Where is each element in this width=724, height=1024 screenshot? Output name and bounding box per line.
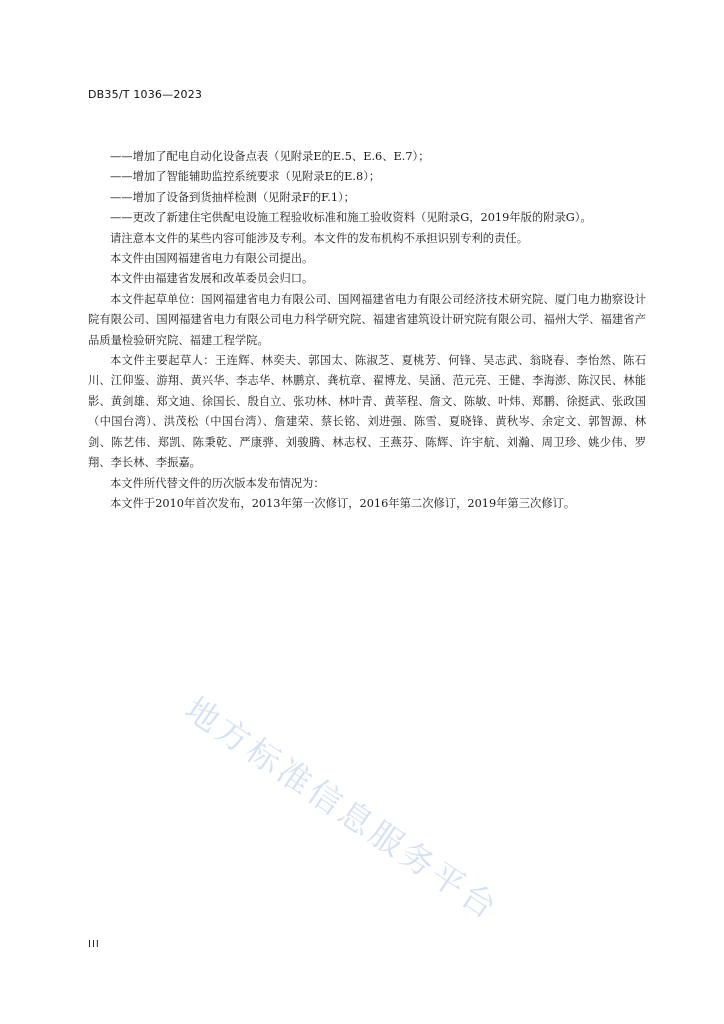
patent-notice: 请注意本文件的某些内容可能涉及专利。本文件的发布机构不承担识别专利的责任。: [110, 231, 528, 245]
document-body: [88, 147, 646, 514]
change-item-sampling-inspection: ——增加了设备到货抽样检测（见附录F的F.1）；: [110, 190, 355, 204]
document-code: DB35/T 1036—2023: [88, 88, 203, 101]
proposer-statement: 本文件由国网福建省电力有限公司提出。: [110, 252, 314, 266]
version-history: 本文件于2010年首次发布，2013年第一次修订，2016年第二次修订，2019年第三次修订。: [110, 496, 576, 510]
change-item-acceptance-standard: ——更改了新建住宅供配电设施工程验收标准和施工验收资料（见附录G，2019年版的附录G）。: [110, 211, 592, 225]
drafting-units: 本文件起草单位：国网福建省电力有限公司、国网福建省电力有限公司经济技术研究院、厦门电力勘察设计院有限公司、国网福建省电力有限公司电力科学研究院、福建省建筑设计研究院有限公司、福州大学、福建省产品质量检验研究院、福建工程学院。: [88, 292, 646, 347]
main-drafters: 本文件主要起草人：王连辉、林奕夫、郭国太、陈淑芝、夏桃芳、何锋、吴志武、翁晓春、李怡然、陈石川、江仰鉴、游翔、黄兴华、李志华、林鹏京、龚杭章、翟博龙、吴涵、范元亮、王健、李海澎、陈汉民、林能影、黄剑雄、郑文迪、徐国长、殷自立、张功林、林叶青、黄莘程、詹文、陈敏、叶炜、郑鹏、徐挺武、张政国（中国台湾）、洪茂松（中国台湾）、詹建荣、蔡长铭、刘进强、陈雪、夏晓锋、黄秋岑、余定文、郭智源、林剑、陈艺伟、郑凯、陈秉乾、严康骅、刘骏腾、林志权、王燕芬、陈辉、许宇航、刘瀚、周卫珍、姚少伟、罗翔、李长林、李振嘉。: [88, 354, 646, 470]
watermark: 地方标准信息服务平台: [177, 688, 507, 929]
page-number: III: [88, 939, 100, 950]
version-history-heading: 本文件所代替文件的历次版本发布情况为：: [110, 476, 325, 490]
administrator-statement: 本文件由福建省发展和改革委员会归口。: [110, 272, 314, 286]
change-item-smart-monitoring: ——增加了智能辅助监控系统要求（见附录E的E.8）；: [110, 170, 381, 184]
change-item-distribution-automation: ——增加了配电自动化设备点表（见附录E的E.5、E.6、E.7）；: [110, 150, 430, 163]
